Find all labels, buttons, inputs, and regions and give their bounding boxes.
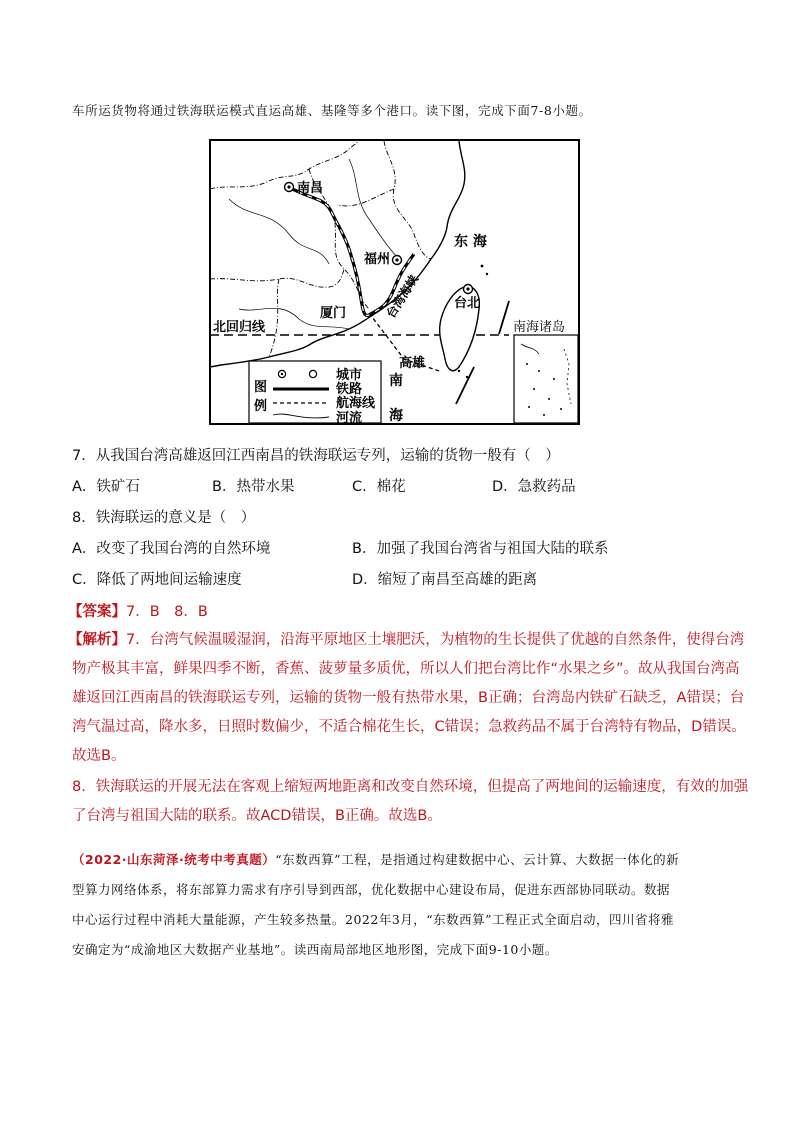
analysis-line: 湾气温过高，降水多，日照时数偏少，不适合棉花生长，C错误；急救药品不属于台湾特有物品，D错误。 (72, 719, 746, 735)
legend-title-1: 图 (254, 380, 268, 395)
legend-river: 河流 (336, 411, 363, 425)
q7-option-b[interactable]: B．热带水果 (212, 479, 295, 495)
source-tag: （2022·山东菏泽·统考中考真题） (72, 852, 276, 867)
analysis-tag: 【解析】 (68, 632, 126, 648)
label-fuzhou: 福州 (364, 252, 391, 267)
q8-option-a[interactable]: A．改变了我国台湾的自然环境 (72, 541, 271, 557)
railway-sea-map (209, 139, 580, 425)
analysis-line: 了台湾与祖国大陆的联系。故ACD错误，B正确。故选B。 (72, 808, 442, 824)
label-nanchang: 南昌 (297, 181, 324, 196)
city-taibei-marker (464, 285, 473, 294)
analysis-block (68, 626, 758, 831)
answer-line (68, 600, 208, 621)
passage-line: 型算力网络体系，将东部算力需求有序引导到西部，优化数据中心建设布局，促进东西部协同联动。数据 (72, 882, 671, 897)
question-7-options (0, 475, 794, 497)
label-south1: 南 (389, 373, 403, 389)
label-xiamen: 厦门 (320, 306, 347, 321)
question-8-options-row2 (0, 568, 794, 590)
intro-text: 车所运货物将通过铁海联运模式直运高雄、基隆等多个港口。读下图，完成下面7-8小题。 (72, 103, 592, 118)
analysis-line: 8．铁海联运的开展无法在客观上缩短两地距离和改变自然环境，但提高了两地间的运输速度，有效的加强 (72, 779, 749, 795)
city-fuzhou-marker (393, 256, 402, 265)
answer-text: 7．B 8．B (126, 604, 208, 620)
label-tropic: 北回归线 (213, 320, 266, 335)
question-8-options-row1 (0, 537, 794, 559)
q8-option-b[interactable]: B．加强了我国台湾省与祖国大陆的联系 (352, 541, 609, 557)
q7-option-d[interactable]: D．急救药品 (492, 479, 576, 495)
question-8-stem: 8．铁海联运的意义是（ ） (72, 510, 256, 526)
label-taibei: 台北 (454, 296, 481, 311)
legend-route: 航海线 (336, 396, 376, 411)
label-strait: 台湾海峡 (383, 272, 421, 321)
legend-railway: 铁路 (336, 382, 363, 397)
q7-option-a[interactable]: A．铁矿石 (72, 479, 140, 495)
label-donghai: 东 海 (454, 234, 487, 250)
next-passage (72, 845, 762, 965)
passage-line: 中心运行过程中消耗大量能源，产生较多热量。2022年3月，“东数西算”工程正式全面启动，四川省将雅 (72, 912, 675, 927)
legend-title-2: 例 (254, 399, 268, 414)
analysis-line: 【解析】7．台湾气候温暖湿润，沿海平原地区土壤肥沃，为植物的生长提供了优越的自然条件，使得台湾 (68, 632, 745, 648)
map-legend (249, 361, 381, 425)
label-south2: 海 (389, 408, 403, 424)
question-7-stem: 7．从我国台湾高雄返回江西南昌的铁海联运专列，运输的货物一般有（ ） (72, 448, 560, 464)
city-nanchang-marker (285, 183, 294, 192)
answer-tag: 【答案】 (68, 604, 126, 620)
q8-option-c[interactable]: C．降低了两地间运输速度 (72, 572, 242, 588)
q8-option-d[interactable]: D．缩短了南昌至高雄的距离 (352, 572, 538, 588)
analysis-line: 雄返回江西南昌的铁海联运专列，运输的货物一般有热带水果，B正确；台湾岛内铁矿石缺乏，A错误；台 (72, 690, 745, 706)
nanhai-inset (514, 335, 578, 423)
legend-city: 城市 (336, 368, 363, 383)
passage-line: 安确定为“成渝地区大数据产业基地”。读西南局部地区地形图，完成下面9-10小题。 (72, 942, 558, 957)
label-gaoxiong: 高雄 (399, 356, 426, 371)
label-islands: 南海诸岛 (513, 320, 566, 335)
passage-line: （2022·山东菏泽·统考中考真题）“东数西算”工程，是指通过构建数据中心、云计算、大数据一体化的新 (72, 852, 680, 867)
analysis-line: 物产极其丰富，鲜果四季不断，香蕉、菠萝量多质优，所以人们把台湾比作“水果之乡”。故从我国台湾高 (72, 661, 740, 677)
analysis-line: 故选B。 (72, 748, 126, 764)
q7-option-c[interactable]: C．棉花 (352, 479, 406, 495)
